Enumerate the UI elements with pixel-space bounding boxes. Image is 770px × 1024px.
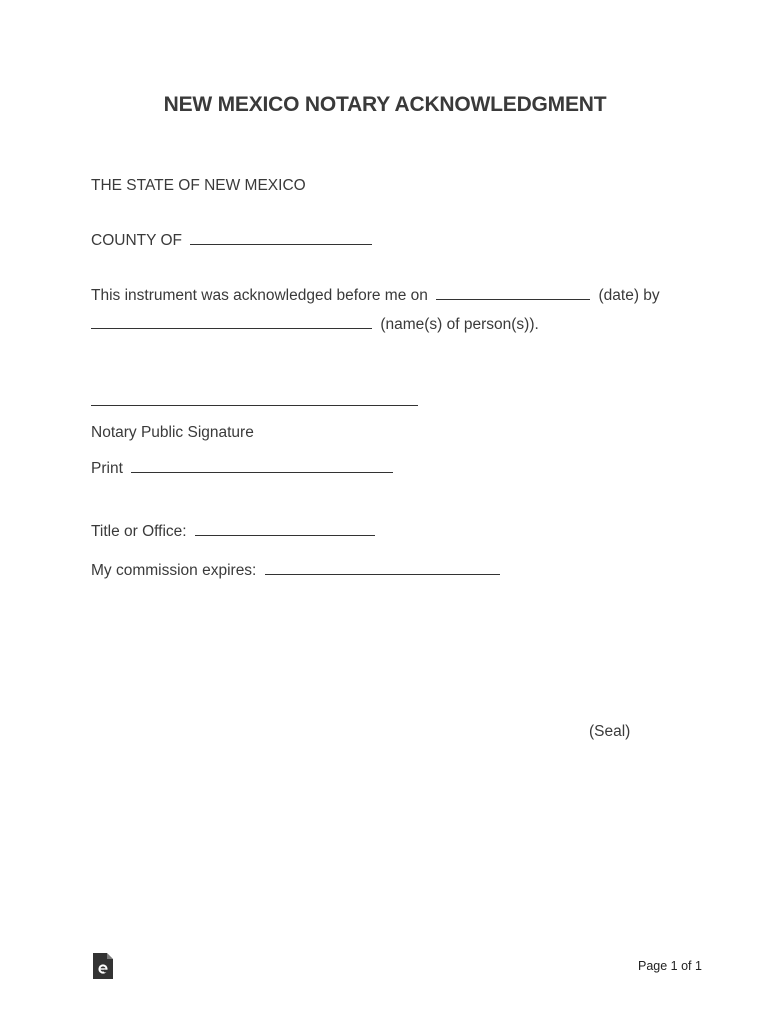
print-label: Print <box>91 460 123 477</box>
signature-label: Notary Public Signature <box>91 424 254 441</box>
seal-label: (Seal) <box>589 723 631 740</box>
title-office-label: Title or Office: <box>91 523 187 540</box>
ack-row-2 <box>91 314 539 334</box>
ack-names-suffix: (name(s) of person(s)). <box>380 316 539 333</box>
county-label: COUNTY OF <box>91 232 182 249</box>
page-number: Page 1 of 1 <box>638 959 702 973</box>
ack-date-field[interactable] <box>436 285 590 300</box>
commission-row <box>91 560 500 580</box>
commission-field[interactable] <box>265 560 500 575</box>
county-row <box>91 230 372 250</box>
eforms-logo-icon <box>93 953 113 979</box>
ack-row-1 <box>91 285 660 305</box>
county-field[interactable] <box>190 230 372 245</box>
ack-date-suffix: (date) by <box>598 287 660 304</box>
state-line: THE STATE OF NEW MEXICO <box>91 177 306 194</box>
title-office-row <box>91 521 375 541</box>
ack-text: This instrument was acknowledged before me on <box>91 287 428 304</box>
document-title: NEW MEXICO NOTARY ACKNOWLEDGMENT <box>163 93 607 116</box>
print-field[interactable] <box>131 458 393 473</box>
title-office-field[interactable] <box>195 521 375 536</box>
signature-field[interactable] <box>91 405 418 406</box>
ack-names-field[interactable] <box>91 314 372 329</box>
commission-label: My commission expires: <box>91 562 257 579</box>
print-row <box>91 458 393 478</box>
